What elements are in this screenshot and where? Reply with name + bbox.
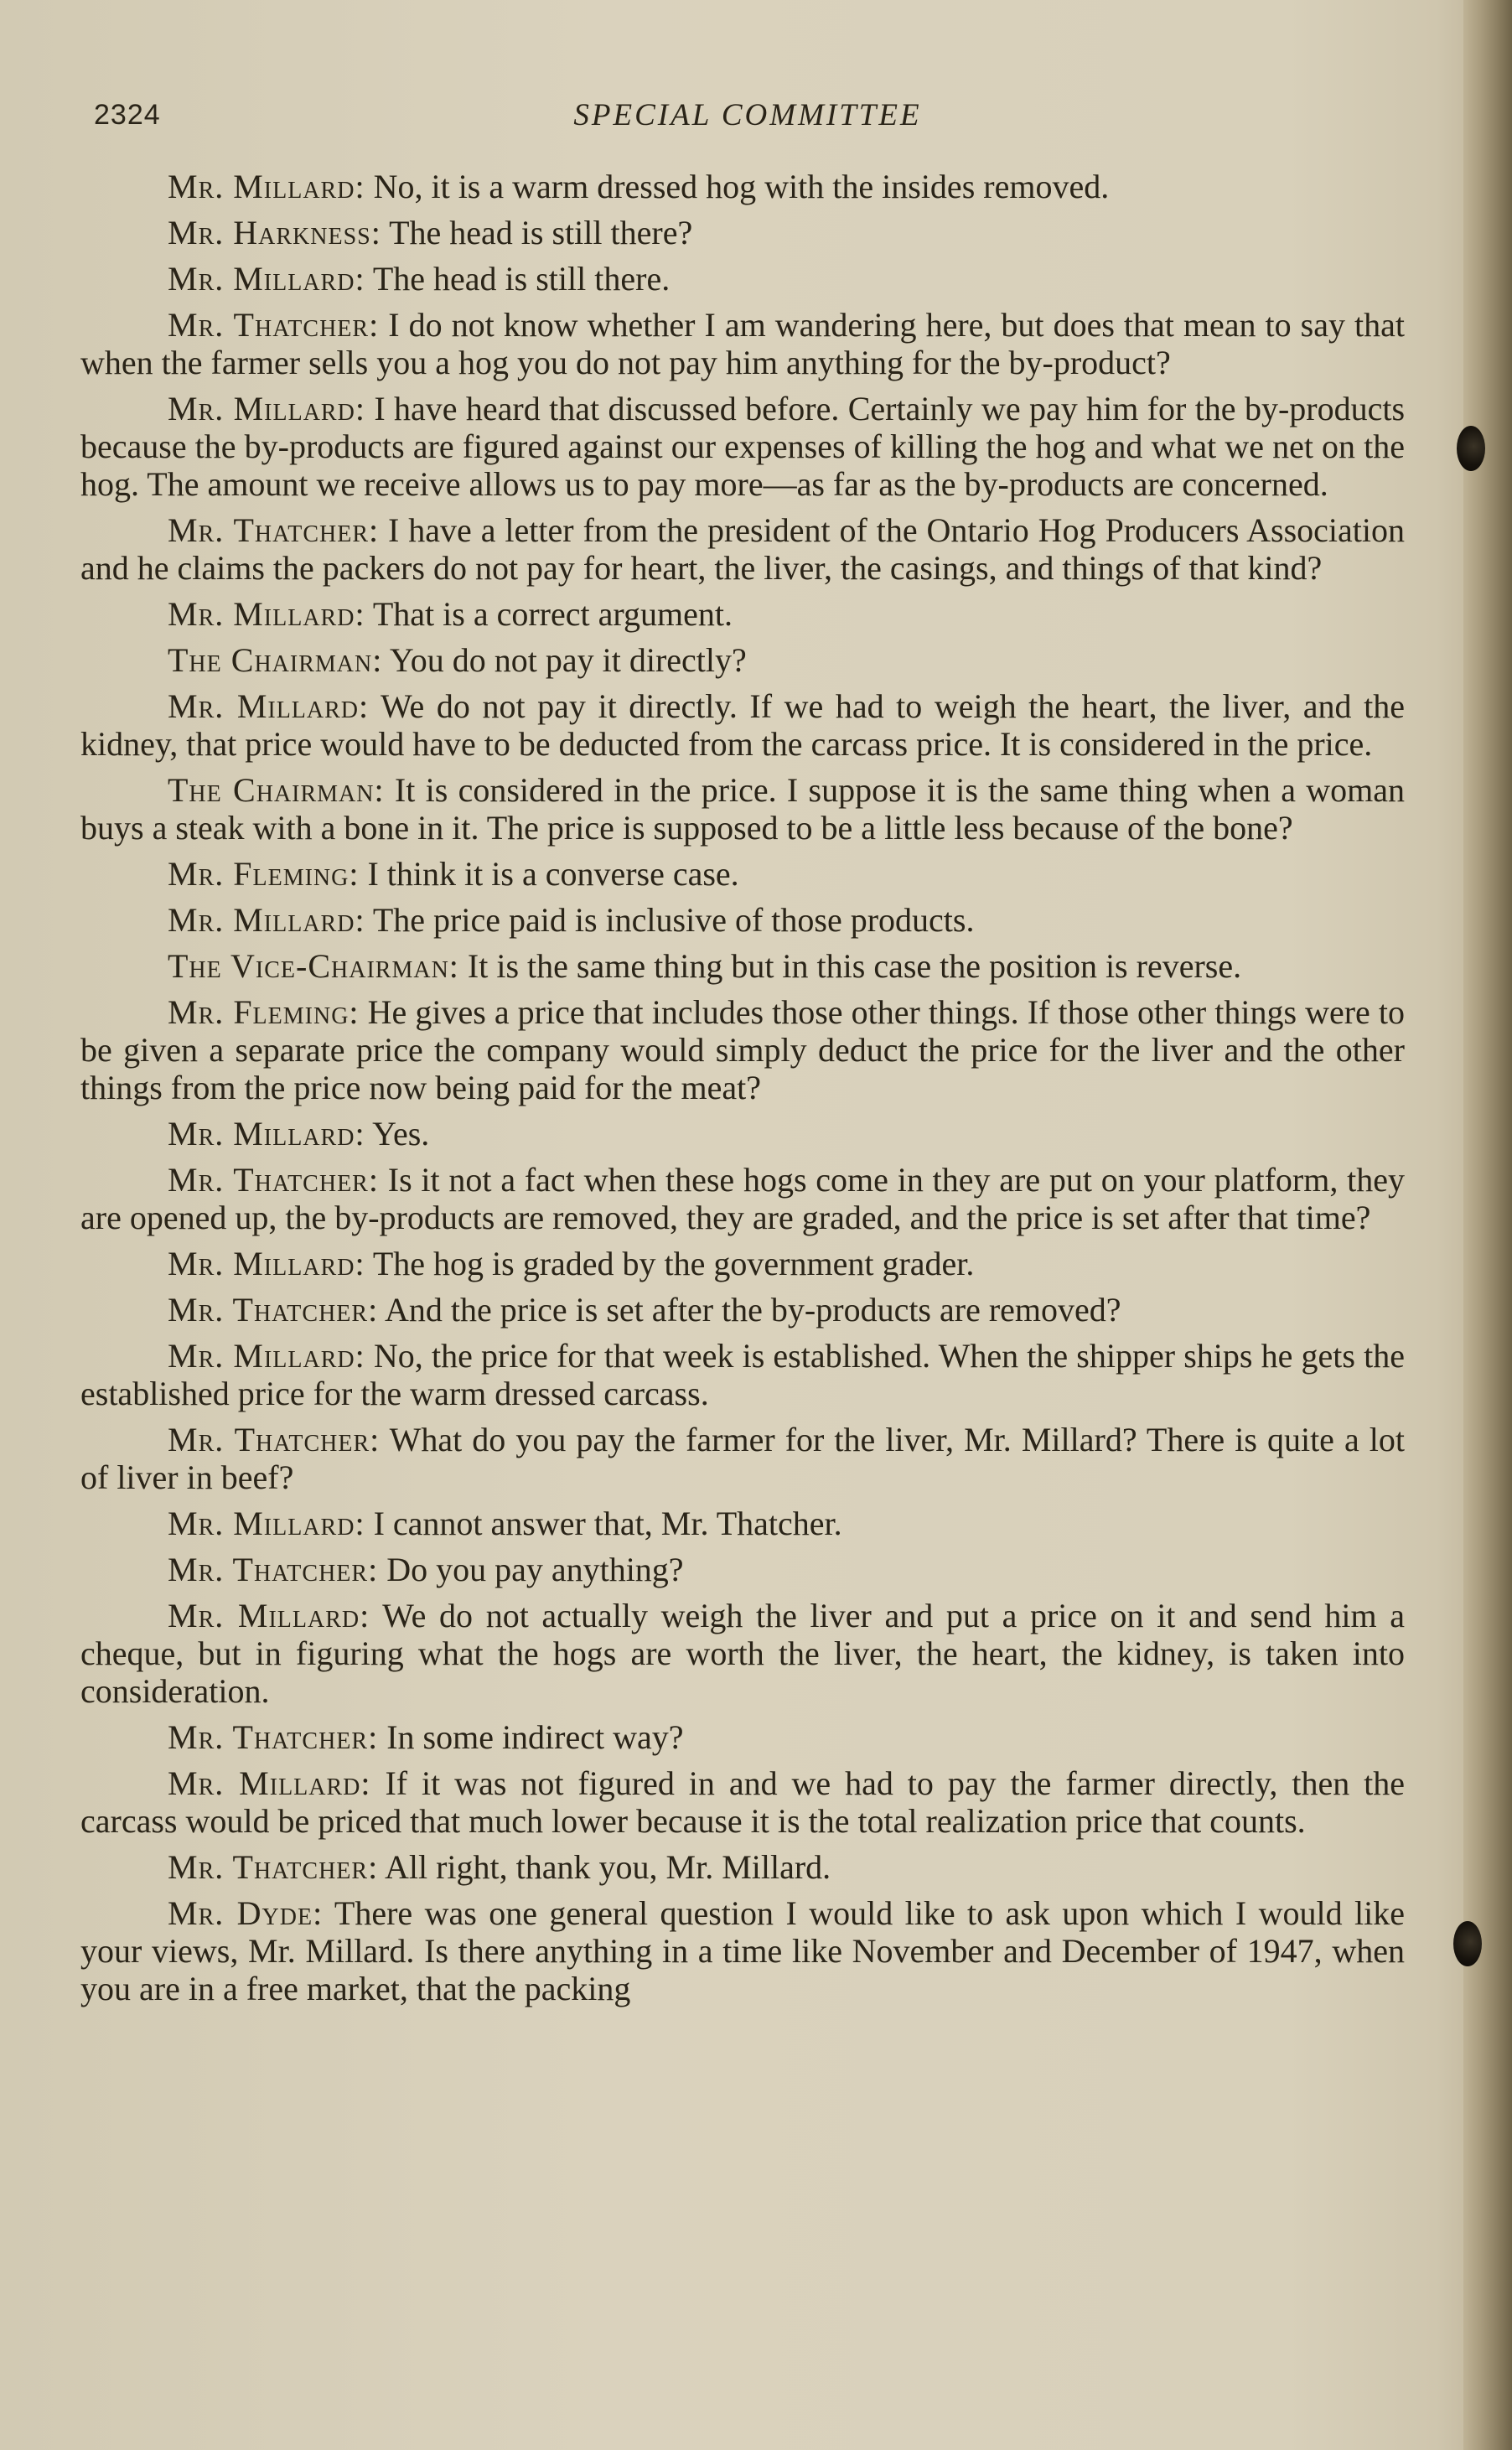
transcript-paragraph [80,1505,1405,1542]
speech-text: Is it not a fact when these hogs come in they are put on your platform, they are opened up, the by-products are removed, they are graded, and the price is set after that time? [80,1161,1406,1236]
transcript-paragraph [80,687,1405,763]
speech-text: We do not pay it directly. If we had to weigh the heart, the liver, and the kidney, that price would have to be deducted from the carcass price. It is considered in the price. [80,687,1405,763]
speaker-name: Mr. Millard: [168,1245,365,1282]
speaker-name: Mr. Fleming: [168,855,360,893]
speech-text: What do you pay the farmer for the liver, Mr. Millard? There is quite a lot of liver in beef? [80,1421,1406,1496]
speech-text: I do not know whether I am wandering here, but does that mean to say that when the farmer sells you a hog you do not pay him anything for the by-product? [80,306,1406,381]
binding-hole-top [1457,426,1485,471]
transcript-paragraph [80,1337,1405,1412]
speech-text: I cannot answer that, Mr. Thatcher. [373,1505,842,1542]
speaker-name: Mr. Harkness: [168,214,381,251]
speaker-name: Mr. Thatcher: [168,511,380,549]
transcript-paragraph [80,1764,1405,1840]
speech-text: The head is still there? [389,214,693,251]
speech-text: All right, thank you, Mr. Millard. [384,1848,831,1886]
transcript-paragraph [80,306,1405,381]
speaker-name: Mr. Millard: [168,901,365,939]
speaker-name: The Chairman: [168,771,385,809]
speaker-name: Mr. Millard: [168,1505,365,1542]
speech-text: I have heard that discussed before. Certainly we pay him for the by-products because the by-products are figured against our expenses of killing the hog and what we net on the hog. The amount we receive allows us to pay more—as far as the by-products are concerned. [80,390,1406,503]
speaker-name: Mr. Dyde: [168,1894,324,1932]
speaker-name: The Vice-Chairman: [168,947,459,985]
speaker-name: Mr. Millard: [168,1115,365,1152]
speech-text: The price paid is inclusive of those products. [372,901,975,939]
speaker-name: Mr. Millard: [168,390,365,427]
transcript-paragraph [80,1597,1405,1710]
speaker-name: Mr. Millard: [168,1764,371,1802]
speech-text: You do not pay it directly? [389,641,747,679]
page-number: 2324 [94,99,161,131]
transcript-paragraph [80,1161,1405,1236]
speech-text: He gives a price that includes those other things. If those other things were to be given a separate price the company would simply deduct the price for the liver and the other things from the price now being paid for the meat? [80,993,1405,1106]
speaker-name: Mr. Thatcher: [168,1161,379,1199]
transcript-paragraph [80,1894,1405,2007]
transcript-paragraph [80,901,1405,939]
running-head: SPECIAL COMMITTEE [573,98,922,132]
speaker-name: Mr. Thatcher: [168,1551,379,1588]
speech-text: And the price is set after the by-products are removed? [384,1291,1121,1329]
binding-hole-bottom [1453,1921,1482,1966]
speaker-name: Mr. Millard: [168,1597,370,1634]
speech-text: No, the price for that week is established. When the shipper ships he gets the established price for the warm dressed carcass. [80,1337,1405,1412]
speaker-name: Mr. Millard: [168,1337,365,1375]
speaker-name: The Chairman: [168,641,383,679]
transcript-paragraph [80,1291,1405,1329]
speech-text: We do not actually weigh the liver and put a price on it and send him a cheque, but in figuring what the hogs are worth the liver, the heart, the kidney, is taken into consideration. [80,1597,1405,1710]
transcript-paragraph [80,390,1405,503]
transcript-paragraph [80,1245,1405,1282]
speech-text: Yes. [372,1115,430,1152]
transcript-paragraph [80,1551,1405,1588]
speech-text: The head is still there. [372,260,671,298]
transcript-body [80,168,1405,2016]
speaker-name: Mr. Millard: [168,595,365,633]
speaker-name: Mr. Millard: [168,687,370,725]
speech-text: Do you pay anything? [386,1551,684,1588]
transcript-paragraph [80,595,1405,633]
transcript-paragraph [80,1421,1405,1496]
transcript-paragraph [80,641,1405,679]
transcript-paragraph [80,855,1405,893]
speaker-name: Mr. Thatcher: [168,1421,381,1458]
page-header [94,94,1401,144]
speech-text: That is a correct argument. [372,595,733,633]
transcript-paragraph [80,214,1405,251]
speaker-name: Mr. Thatcher: [168,1718,379,1756]
transcript-paragraph [80,947,1405,985]
page-edge-shadow [1463,0,1512,2450]
transcript-paragraph [80,1848,1405,1886]
speech-text: It is considered in the price. I suppose it is the same thing when a woman buys a steak with a bone in it. The price is supposed to be a little less because of the bone? [80,771,1406,847]
speech-text: If it was not figured in and we had to pay the farmer directly, then the carcass would be priced that much lower because it is the total realization price that counts. [80,1764,1406,1840]
speaker-name: Mr. Thatcher: [168,1848,379,1886]
transcript-paragraph [80,260,1405,298]
speech-text: In some indirect way? [386,1718,684,1756]
transcript-paragraph [80,993,1405,1106]
speaker-name: Mr. Thatcher: [168,1291,379,1329]
speaker-name: Mr. Thatcher: [168,306,380,344]
transcript-paragraph [80,168,1405,205]
transcript-paragraph [80,771,1405,847]
transcript-paragraph [80,1718,1405,1756]
transcript-paragraph [80,1115,1405,1152]
speech-text: No, it is a warm dressed hog with the insides removed. [373,168,1110,205]
speech-text: The hog is graded by the government grader. [372,1245,975,1282]
speech-text: I have a letter from the president of the Ontario Hog Producers Association and he claims the packers do not pay for heart, the liver, the casings, and things of that kind? [80,511,1406,587]
transcript-paragraph [80,511,1405,587]
speech-text: There was one general question I would like to ask upon which I would like your views, Mr. Millard. Is there anything in a time like November and December of 1947, when you are in a free market, that the packing [80,1894,1405,2007]
speech-text: I think it is a converse case. [367,855,739,893]
speaker-name: Mr. Millard: [168,260,365,298]
speaker-name: Mr. Millard: [168,168,365,205]
speaker-name: Mr. Fleming: [168,993,360,1031]
speech-text: It is the same thing but in this case the position is reverse. [467,947,1242,985]
